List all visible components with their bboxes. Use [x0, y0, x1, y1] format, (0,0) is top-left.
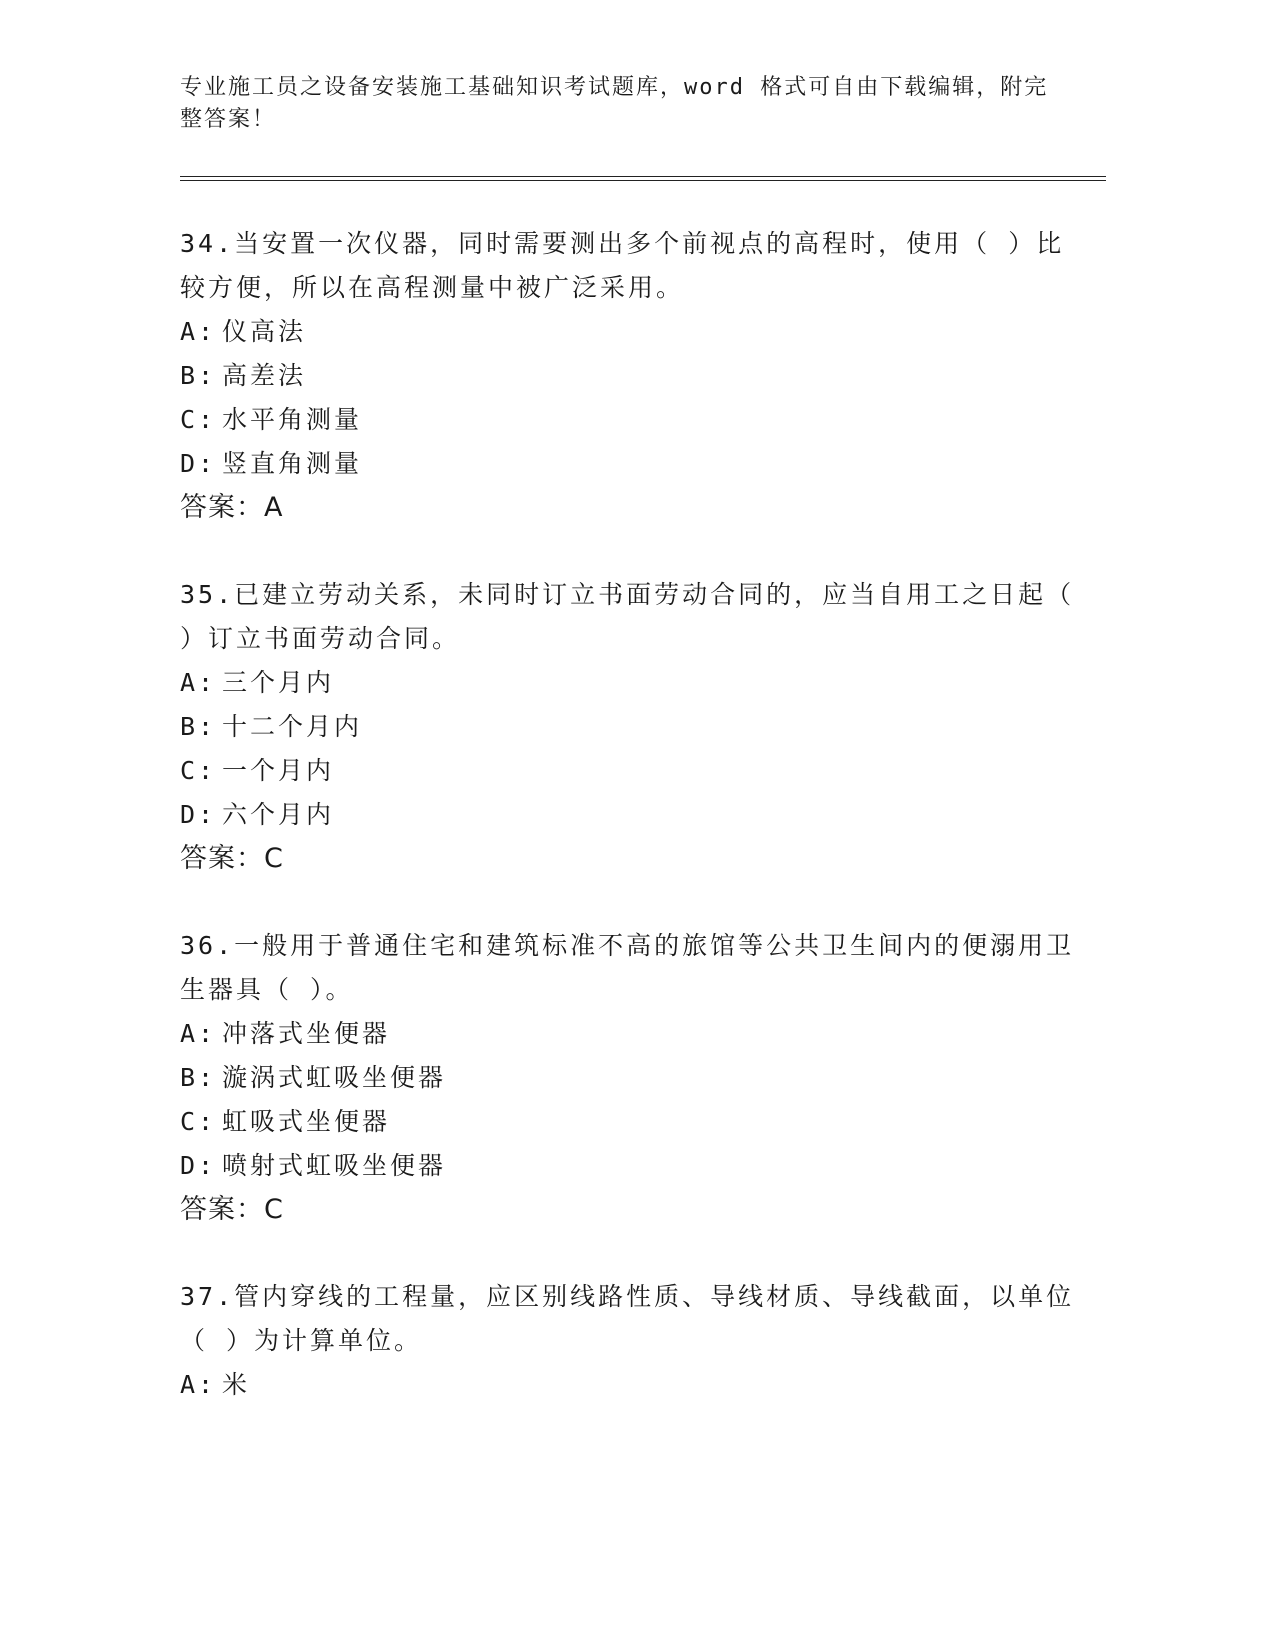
option-b [180, 1056, 1080, 1100]
option-key: C: [180, 405, 217, 434]
option-d [180, 442, 1080, 486]
question-36 [180, 924, 1080, 1232]
option-b [180, 705, 1080, 749]
option-key: A: [180, 1019, 217, 1048]
header-title: 专业施工员之设备安装施工基础知识考试题库，word 格式可自由下载编辑，附完整答案！ [180, 75, 1049, 132]
option-a [180, 661, 1080, 705]
question-stem: 36.一般用于普通住宅和建筑标准不高的旅馆等公共卫生间内的便溺用卫生器具（ ）。 [180, 931, 1075, 1004]
option-text: 十二个月内 [222, 712, 363, 741]
document-header [180, 72, 1060, 136]
question-stem: 35.已建立劳动关系，未同时订立书面劳动合同的，应当自用工之日起（ ）订立书面劳动合同。 [180, 580, 1075, 653]
option-text: 高差法 [222, 361, 307, 390]
option-key: D: [180, 800, 217, 829]
question-stem: 34.当安置一次仪器，同时需要测出多个前视点的高程时，使用（ ）比较方便，所以在高程测量中被广泛采用。 [180, 229, 1065, 302]
option-d [180, 793, 1080, 837]
option-text: 一个月内 [222, 756, 335, 785]
option-text: 米 [222, 1370, 251, 1399]
option-text: 漩涡式虹吸坐便器 [222, 1063, 447, 1092]
option-a [180, 1363, 1080, 1407]
option-d [180, 1144, 1080, 1188]
option-a [180, 310, 1080, 354]
option-key: C: [180, 756, 217, 785]
option-key: D: [180, 1151, 217, 1180]
option-a [180, 1012, 1080, 1056]
option-key: A: [180, 668, 217, 697]
option-c [180, 398, 1080, 442]
option-key: B: [180, 712, 217, 741]
header-divider [180, 176, 1106, 181]
option-text: 仪高法 [222, 317, 307, 346]
option-text: 喷射式虹吸坐便器 [222, 1151, 447, 1180]
option-key: B: [180, 1063, 217, 1092]
option-text: 竖直角测量 [222, 449, 363, 478]
answer-line: 答案：C [180, 1194, 284, 1225]
option-c [180, 749, 1080, 793]
option-text: 虹吸式坐便器 [222, 1107, 391, 1136]
option-key: D: [180, 449, 217, 478]
option-text: 冲落式坐便器 [222, 1019, 391, 1048]
option-b [180, 354, 1080, 398]
option-key: A: [180, 1370, 217, 1399]
question-35 [180, 573, 1080, 881]
option-c [180, 1100, 1080, 1144]
question-list [180, 222, 1080, 1450]
question-37 [180, 1275, 1080, 1407]
question-stem: 37.管内穿线的工程量，应区别线路性质、导线材质、导线截面，以单位（ ）为计算单位。 [180, 1282, 1075, 1355]
option-key: B: [180, 361, 217, 390]
option-text: 六个月内 [222, 800, 335, 829]
option-key: C: [180, 1107, 217, 1136]
option-text: 三个月内 [222, 668, 335, 697]
answer-line: 答案：C [180, 843, 284, 874]
question-34 [180, 222, 1080, 530]
option-key: A: [180, 317, 217, 346]
option-text: 水平角测量 [222, 405, 363, 434]
answer-line: 答案：A [180, 492, 284, 523]
